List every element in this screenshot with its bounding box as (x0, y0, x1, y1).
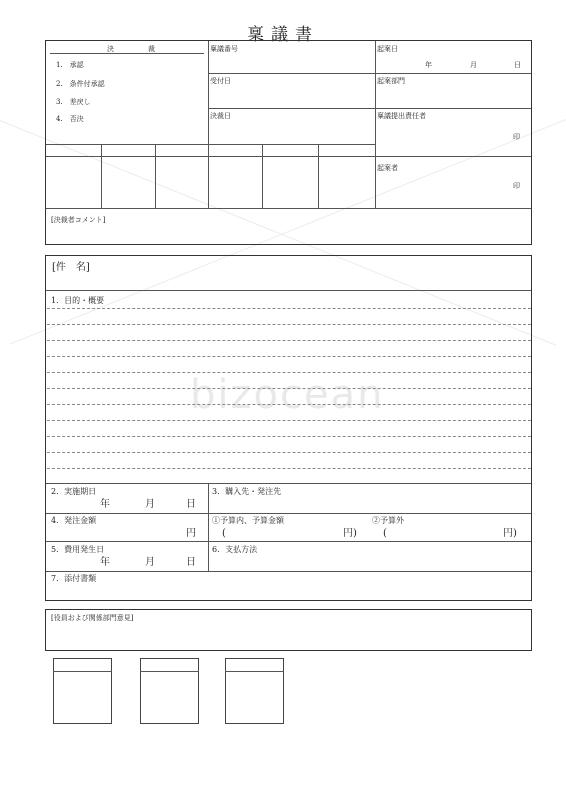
budget-within-paren: ( (222, 528, 226, 539)
approval-option[interactable]: 2. 条件付承認 (56, 80, 105, 88)
supplier-label: 3．購入先・発注先 (212, 487, 282, 496)
approval-option[interactable]: 3. 差戻し (56, 98, 91, 106)
opinion-label: [役員および関係部門意見] (51, 614, 134, 622)
stamp-box[interactable] (225, 658, 284, 724)
budget-within-label: ①予算内、予算金額 (212, 516, 284, 525)
period-year: 年 (100, 499, 110, 510)
draft-department-label: 起案部門 (377, 77, 405, 85)
seal-mark: 印 (513, 182, 520, 190)
received-date-label: 受付日 (210, 77, 231, 85)
page-title: 稟議書 (247, 25, 319, 45)
decision-comment-label: [決裁者コメント] (51, 216, 106, 224)
purpose-label: 1．目的・概要 (51, 296, 105, 305)
submission-manager-label: 稟議提出責任者 (377, 112, 426, 120)
main-section (45, 255, 532, 601)
period-day: 日 (186, 499, 196, 510)
seal-mark: 印 (513, 133, 520, 141)
budget-outside-yen: 円) (503, 528, 517, 539)
draft-date-day: 日 (514, 61, 521, 69)
cost-date-month: 月 (145, 557, 155, 568)
ringi-number-label: 稟議番号 (210, 45, 238, 53)
payment-label: 6．支払方法 (212, 545, 258, 554)
budget-within-yen: 円) (343, 528, 357, 539)
approval-header-left: 決 (107, 45, 114, 53)
stamp-box[interactable] (53, 658, 112, 724)
cost-date-year: 年 (100, 557, 110, 568)
attachments-label: 7．添付書類 (51, 574, 97, 583)
period-month: 月 (145, 499, 155, 510)
cost-date-label: 5．費用発生日 (51, 545, 105, 554)
draft-date-month: 月 (470, 61, 477, 69)
budget-outside-label: ②予算外 (372, 516, 404, 525)
stamp-box[interactable] (140, 658, 199, 724)
drafter-label: 起案者 (377, 164, 398, 172)
approval-header-right: 裁 (148, 45, 155, 53)
decision-date-label: 決裁日 (210, 112, 231, 120)
draft-date-year: 年 (425, 61, 432, 69)
subject-label: [件 名] (52, 262, 90, 273)
cost-date-day: 日 (186, 557, 196, 568)
approval-section (45, 40, 532, 245)
order-amount-yen: 円 (186, 528, 196, 539)
order-amount-label: 4．発注金額 (51, 516, 97, 525)
period-label: 2．実施期日 (51, 487, 97, 496)
budget-outside-paren: ( (383, 528, 387, 539)
approval-option[interactable]: 4. 否決 (56, 115, 84, 123)
draft-date-label: 起案日 (377, 45, 398, 53)
watermark: bizocean (190, 372, 385, 418)
approval-option[interactable]: 1. 承認 (56, 61, 84, 69)
